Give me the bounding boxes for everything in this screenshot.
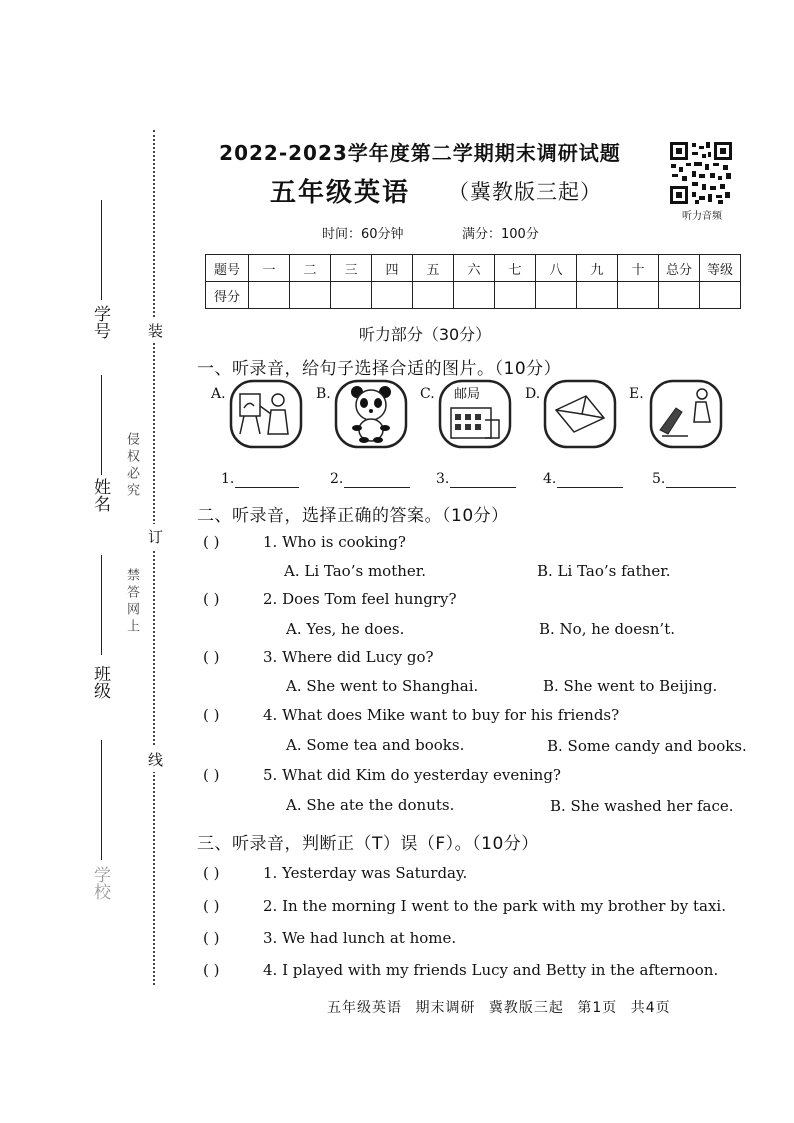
score-cell[interactable] <box>618 282 659 309</box>
class-line[interactable] <box>101 555 102 655</box>
score-cell[interactable] <box>454 282 495 309</box>
listening-header: 听力部分（30分） <box>358 325 492 344</box>
score-table <box>205 254 741 309</box>
picture-letter: A. <box>211 386 226 402</box>
option-a: A. She ate the donuts. <box>286 796 455 814</box>
answer-paren[interactable]: ( ) <box>203 590 220 608</box>
score-cell[interactable] <box>290 282 331 309</box>
answer-paren[interactable]: ( ) <box>203 706 220 724</box>
answer-paren[interactable]: ( ) <box>203 533 220 551</box>
painter-picture-icon <box>228 378 304 450</box>
answer-paren[interactable]: ( ) <box>203 897 220 915</box>
answer-paren[interactable]: ( ) <box>203 766 220 784</box>
student-id-line[interactable] <box>101 200 102 300</box>
answer-paren[interactable]: ( ) <box>203 961 220 979</box>
answer-paren[interactable]: ( ) <box>203 929 220 947</box>
score-cell[interactable] <box>413 282 454 309</box>
binding-dotted-line <box>153 130 155 985</box>
table-cell: 五 <box>413 255 454 282</box>
class-label: 班级 <box>90 665 110 699</box>
table-cell: 九 <box>577 255 618 282</box>
score-cell[interactable] <box>659 282 700 309</box>
option-b: B. She washed her face. <box>550 797 734 815</box>
answer-blank-3[interactable] <box>450 487 516 488</box>
exam-subtitle: 五年级英语 <box>270 178 411 208</box>
table-cell: 得分 <box>206 282 249 309</box>
option-a: A. Li Tao’s mother. <box>284 562 427 580</box>
blank-number: 5. <box>652 471 666 487</box>
binding-char-xian: 线 <box>148 747 163 772</box>
exam-edition: （冀教版三起） <box>448 180 602 204</box>
table-cell: 等级 <box>700 255 741 282</box>
qr-code-icon[interactable] <box>668 140 734 206</box>
name-label: 姓名 <box>90 478 110 512</box>
answer-paren[interactable]: ( ) <box>203 864 220 882</box>
exam-time: 时间：60分钟 <box>322 227 404 242</box>
table-cell: 二 <box>290 255 331 282</box>
question-text: 3. Where did Lucy go? <box>263 648 434 666</box>
envelope-picture-icon <box>542 378 618 450</box>
score-cell[interactable] <box>536 282 577 309</box>
student-id-label: 学号 <box>90 305 110 339</box>
answer-blank-5[interactable] <box>666 487 736 488</box>
blank-number: 3. <box>436 471 450 487</box>
picture-letter: D. <box>525 386 541 402</box>
table-cell: 题号 <box>206 255 249 282</box>
table-cell: 十 <box>618 255 659 282</box>
answer-blank-2[interactable] <box>344 487 410 488</box>
answer-blank-4[interactable] <box>557 487 623 488</box>
blank-number: 2. <box>330 471 344 487</box>
post-office-sign: 邮局 <box>454 387 481 402</box>
option-b: B. Li Tao’s father. <box>537 562 671 580</box>
score-cell[interactable] <box>577 282 618 309</box>
statement-text: 3. We had lunch at home. <box>263 929 457 947</box>
table-cell: 八 <box>536 255 577 282</box>
picture-letter: C. <box>420 386 435 402</box>
exam-full-score: 满分：100分 <box>462 227 539 242</box>
panda-picture-icon <box>333 378 409 450</box>
score-cell[interactable] <box>495 282 536 309</box>
online-warning: 禁答网上 <box>124 568 139 636</box>
name-line[interactable] <box>101 375 102 475</box>
question-text: 4. What does Mike want to buy for his friends? <box>263 706 620 724</box>
picture-letter: B. <box>316 386 331 402</box>
answer-blank-1[interactable] <box>235 487 299 488</box>
option-b: B. No, he doesn’t. <box>539 620 675 638</box>
score-cell[interactable] <box>249 282 290 309</box>
statement-text: 1. Yesterday was Saturday. <box>263 864 468 882</box>
statement-text: 4. I played with my friends Lucy and Betty in the afternoon. <box>263 961 719 979</box>
copyright-warning: 侵权必究 <box>124 432 139 500</box>
table-cell: 七 <box>495 255 536 282</box>
option-a: A. Yes, he does. <box>286 620 405 638</box>
section2-title: 二、听录音，选择正确的答案。（10分） <box>197 506 509 526</box>
score-cell[interactable] <box>700 282 741 309</box>
question-text: 5. What did Kim do yesterday evening? <box>263 766 561 784</box>
section3-title: 三、听录音，判断正（T）误（F）。（10分） <box>197 834 539 854</box>
page-footer: 五年级英语 期末调研 冀教版三起 第1页 共4页 <box>327 1000 671 1016</box>
exam-title: 2022-2023学年度第二学期期末调研试题 <box>219 141 621 165</box>
table-cell: 六 <box>454 255 495 282</box>
fallen-vase-picture-icon <box>648 378 724 450</box>
option-b: B. Some candy and books. <box>547 737 747 755</box>
table-cell: 一 <box>249 255 290 282</box>
answer-paren[interactable]: ( ) <box>203 648 220 666</box>
binding-char-ding: 订 <box>148 524 163 549</box>
score-table-score-row <box>206 282 741 309</box>
section1-title: 一、听录音，给句子选择合适的图片。（10分） <box>197 359 562 379</box>
option-a: A. She went to Shanghai. <box>286 677 479 695</box>
binding-char-zhuang: 装 <box>148 318 163 343</box>
picture-letter: E. <box>629 386 644 402</box>
table-cell: 总分 <box>659 255 700 282</box>
statement-text: 2. In the morning I went to the park with my brother by taxi. <box>263 897 726 915</box>
question-text: 2. Does Tom feel hungry? <box>263 590 457 608</box>
option-b: B. She went to Beijing. <box>543 677 718 695</box>
score-cell[interactable] <box>331 282 372 309</box>
score-cell[interactable] <box>372 282 413 309</box>
school-label: 学校 <box>90 866 110 900</box>
qr-code-label: 听力音频 <box>682 211 722 222</box>
score-table-header-row <box>206 255 741 282</box>
table-cell: 四 <box>372 255 413 282</box>
question-text: 1. Who is cooking? <box>263 533 406 551</box>
table-cell: 三 <box>331 255 372 282</box>
option-a: A. Some tea and books. <box>286 736 465 754</box>
blank-number: 4. <box>543 471 557 487</box>
blank-number: 1. <box>221 471 235 487</box>
school-line[interactable] <box>101 740 102 860</box>
